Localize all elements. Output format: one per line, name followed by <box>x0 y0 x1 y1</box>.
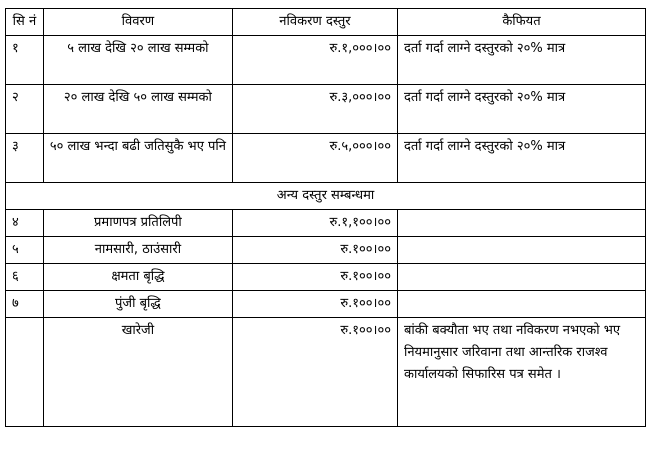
renewal-fee-table <box>5 8 646 427</box>
table-row <box>6 210 646 237</box>
row-sn: ५ <box>6 237 44 264</box>
row-fee: रु.१००।०० <box>232 291 397 318</box>
row-remarks: दर्ता गर्दा लाग्ने दस्तुरको २०% मात्र <box>397 85 645 134</box>
row-remarks: दर्ता गर्दा लाग्ने दस्तुरको २०% मात्र <box>397 36 645 85</box>
row-fee: रु.१००।०० <box>232 237 397 264</box>
row-sn: ७ <box>6 291 44 318</box>
header-sn: सि नं <box>6 9 44 36</box>
table-row <box>6 318 646 427</box>
table-row <box>6 36 646 85</box>
row-description: २० लाख देखि ५० लाख सम्मको <box>43 85 232 134</box>
row-remarks <box>397 264 645 291</box>
table-row <box>6 237 646 264</box>
row-remarks <box>397 210 645 237</box>
header-remarks: कैफियत <box>397 9 645 36</box>
table-row <box>6 264 646 291</box>
row-description: क्षमता बृद्धि <box>43 264 232 291</box>
row-remarks <box>397 291 645 318</box>
row-description: प्रमाणपत्र प्रतिलिपी <box>43 210 232 237</box>
row-sn: १ <box>6 36 44 85</box>
row-fee: रु.१००।०० <box>232 264 397 291</box>
row-description: ५ लाख देखि २० लाख सम्मको <box>43 36 232 85</box>
header-renewal-fee: नविकरण दस्तुर <box>232 9 397 36</box>
section-title: अन्य दस्तुर सम्बन्धमा <box>6 183 646 210</box>
row-description: ५० लाख भन्दा बढी जतिसुकै भए पनि <box>43 134 232 183</box>
row-fee: रु.३,०००।०० <box>232 85 397 134</box>
row-remarks: दर्ता गर्दा लाग्ने दस्तुरको २०% मात्र <box>397 134 645 183</box>
table-row <box>6 134 646 183</box>
table-row <box>6 291 646 318</box>
header-description: विवरण <box>43 9 232 36</box>
row-sn: २ <box>6 85 44 134</box>
row-sn: ४ <box>6 210 44 237</box>
section-row <box>6 183 646 210</box>
row-description: खारेजी <box>43 318 232 427</box>
table-header <box>6 9 646 36</box>
row-fee: रु.५,०००।०० <box>232 134 397 183</box>
row-fee: रु.१,०००।०० <box>232 36 397 85</box>
row-description: नामसारी, ठाउंसारी <box>43 237 232 264</box>
row-fee: रु.१,१००।०० <box>232 210 397 237</box>
row-remarks <box>397 237 645 264</box>
table-row <box>6 85 646 134</box>
row-sn: ६ <box>6 264 44 291</box>
row-description: पुंजी बृद्धि <box>43 291 232 318</box>
row-remarks: बांकी बक्यौता भए तथा नविकरण नभएको भए नियमानुसार जरिवाना तथा आन्तरिक राजश्व कार्यालयको सिफारिस पत्र समेत । <box>397 318 645 427</box>
row-sn: ३ <box>6 134 44 183</box>
row-fee: रु.१००।०० <box>232 318 397 427</box>
row-sn <box>6 318 44 427</box>
